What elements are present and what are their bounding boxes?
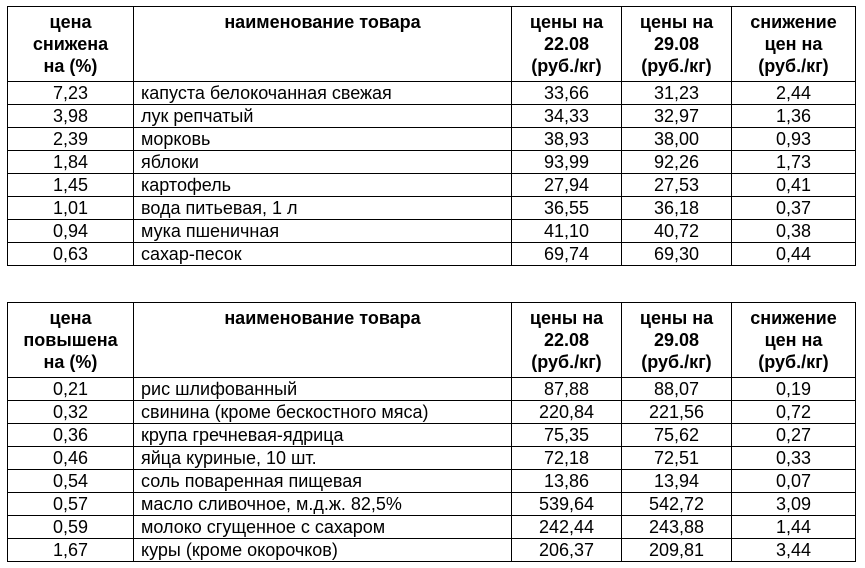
price-1-cell: 539,64 [512, 493, 622, 516]
header-change: снижение цен на (руб./кг) [732, 303, 856, 378]
change-cell: 0,41 [732, 174, 856, 197]
percent-cell: 0,46 [8, 447, 134, 470]
percent-cell: 0,32 [8, 401, 134, 424]
price-1-cell: 34,33 [512, 105, 622, 128]
table-row [8, 447, 856, 470]
price-increase-table [7, 302, 856, 562]
price-2-cell: 243,88 [622, 516, 732, 539]
product-name-cell: мука пшеничная [134, 220, 512, 243]
price-2-cell: 75,62 [622, 424, 732, 447]
price-1-cell: 206,37 [512, 539, 622, 562]
price-1-cell: 38,93 [512, 128, 622, 151]
change-cell: 3,09 [732, 493, 856, 516]
product-name-cell: капуста белокочанная свежая [134, 82, 512, 105]
price-2-cell: 40,72 [622, 220, 732, 243]
change-cell: 0,33 [732, 447, 856, 470]
price-2-cell: 69,30 [622, 243, 732, 266]
table-row [8, 128, 856, 151]
price-2-cell: 542,72 [622, 493, 732, 516]
percent-cell: 1,84 [8, 151, 134, 174]
percent-cell: 7,23 [8, 82, 134, 105]
percent-cell: 0,59 [8, 516, 134, 539]
table-row [8, 539, 856, 562]
product-name-cell: свинина (кроме бескостного мяса) [134, 401, 512, 424]
price-1-cell: 242,44 [512, 516, 622, 539]
product-name-cell: масло сливочное, м.д.ж. 82,5% [134, 493, 512, 516]
price-2-cell: 27,53 [622, 174, 732, 197]
product-name-cell: картофель [134, 174, 512, 197]
price-1-cell: 87,88 [512, 378, 622, 401]
product-name-cell: лук репчатый [134, 105, 512, 128]
percent-cell: 0,36 [8, 424, 134, 447]
price-2-cell: 13,94 [622, 470, 732, 493]
price-1-cell: 75,35 [512, 424, 622, 447]
header-price-2: цены на 29.08 (руб./кг) [622, 7, 732, 82]
product-name-cell: яйца куриные, 10 шт. [134, 447, 512, 470]
change-cell: 0,38 [732, 220, 856, 243]
price-2-cell: 32,97 [622, 105, 732, 128]
table-row [8, 516, 856, 539]
table-row [8, 174, 856, 197]
header-change: снижение цен на (руб./кг) [732, 7, 856, 82]
percent-cell: 1,01 [8, 197, 134, 220]
change-cell: 1,73 [732, 151, 856, 174]
product-name-cell: соль поваренная пищевая [134, 470, 512, 493]
product-name-cell: рис шлифованный [134, 378, 512, 401]
price-1-cell: 36,55 [512, 197, 622, 220]
table-row [8, 220, 856, 243]
header-product-name: наименование товара [134, 303, 512, 378]
price-2-cell: 38,00 [622, 128, 732, 151]
table-row [8, 197, 856, 220]
change-cell: 0,27 [732, 424, 856, 447]
table-row [8, 82, 856, 105]
table-row [8, 493, 856, 516]
change-cell: 2,44 [732, 82, 856, 105]
percent-cell: 0,57 [8, 493, 134, 516]
price-2-cell: 209,81 [622, 539, 732, 562]
price-1-cell: 93,99 [512, 151, 622, 174]
header-price-2: цены на 29.08 (руб./кг) [622, 303, 732, 378]
price-1-cell: 69,74 [512, 243, 622, 266]
price-decrease-table [7, 6, 856, 266]
change-cell: 0,72 [732, 401, 856, 424]
table-row [8, 243, 856, 266]
percent-cell: 0,54 [8, 470, 134, 493]
price-2-cell: 221,56 [622, 401, 732, 424]
product-name-cell: морковь [134, 128, 512, 151]
table-row [8, 470, 856, 493]
change-cell: 1,44 [732, 516, 856, 539]
table-row [8, 151, 856, 174]
price-1-cell: 72,18 [512, 447, 622, 470]
price-1-cell: 33,66 [512, 82, 622, 105]
change-cell: 0,37 [732, 197, 856, 220]
percent-cell: 0,21 [8, 378, 134, 401]
table-header-row [8, 7, 856, 82]
table-row [8, 424, 856, 447]
table-row [8, 378, 856, 401]
price-2-cell: 88,07 [622, 378, 732, 401]
product-name-cell: куры (кроме окорочков) [134, 539, 512, 562]
change-cell: 0,93 [732, 128, 856, 151]
percent-cell: 1,45 [8, 174, 134, 197]
price-2-cell: 36,18 [622, 197, 732, 220]
product-name-cell: крупа гречневая-ядрица [134, 424, 512, 447]
change-cell: 0,07 [732, 470, 856, 493]
price-2-cell: 72,51 [622, 447, 732, 470]
header-percent: цена повышена на (%) [8, 303, 134, 378]
product-name-cell: вода питьевая, 1 л [134, 197, 512, 220]
product-name-cell: яблоки [134, 151, 512, 174]
header-price-1: цены на 22.08 (руб./кг) [512, 7, 622, 82]
change-cell: 0,44 [732, 243, 856, 266]
header-product-name: наименование товара [134, 7, 512, 82]
price-1-cell: 13,86 [512, 470, 622, 493]
price-1-cell: 27,94 [512, 174, 622, 197]
percent-cell: 3,98 [8, 105, 134, 128]
product-name-cell: сахар-песок [134, 243, 512, 266]
change-cell: 1,36 [732, 105, 856, 128]
product-name-cell: молоко сгущенное с сахаром [134, 516, 512, 539]
percent-cell: 2,39 [8, 128, 134, 151]
price-2-cell: 92,26 [622, 151, 732, 174]
price-2-cell: 31,23 [622, 82, 732, 105]
percent-cell: 0,63 [8, 243, 134, 266]
percent-cell: 0,94 [8, 220, 134, 243]
price-1-cell: 41,10 [512, 220, 622, 243]
header-percent: цена снижена на (%) [8, 7, 134, 82]
change-cell: 3,44 [732, 539, 856, 562]
percent-cell: 1,67 [8, 539, 134, 562]
header-price-1: цены на 22.08 (руб./кг) [512, 303, 622, 378]
table-header-row [8, 303, 856, 378]
price-1-cell: 220,84 [512, 401, 622, 424]
table-row [8, 105, 856, 128]
change-cell: 0,19 [732, 378, 856, 401]
table-row [8, 401, 856, 424]
